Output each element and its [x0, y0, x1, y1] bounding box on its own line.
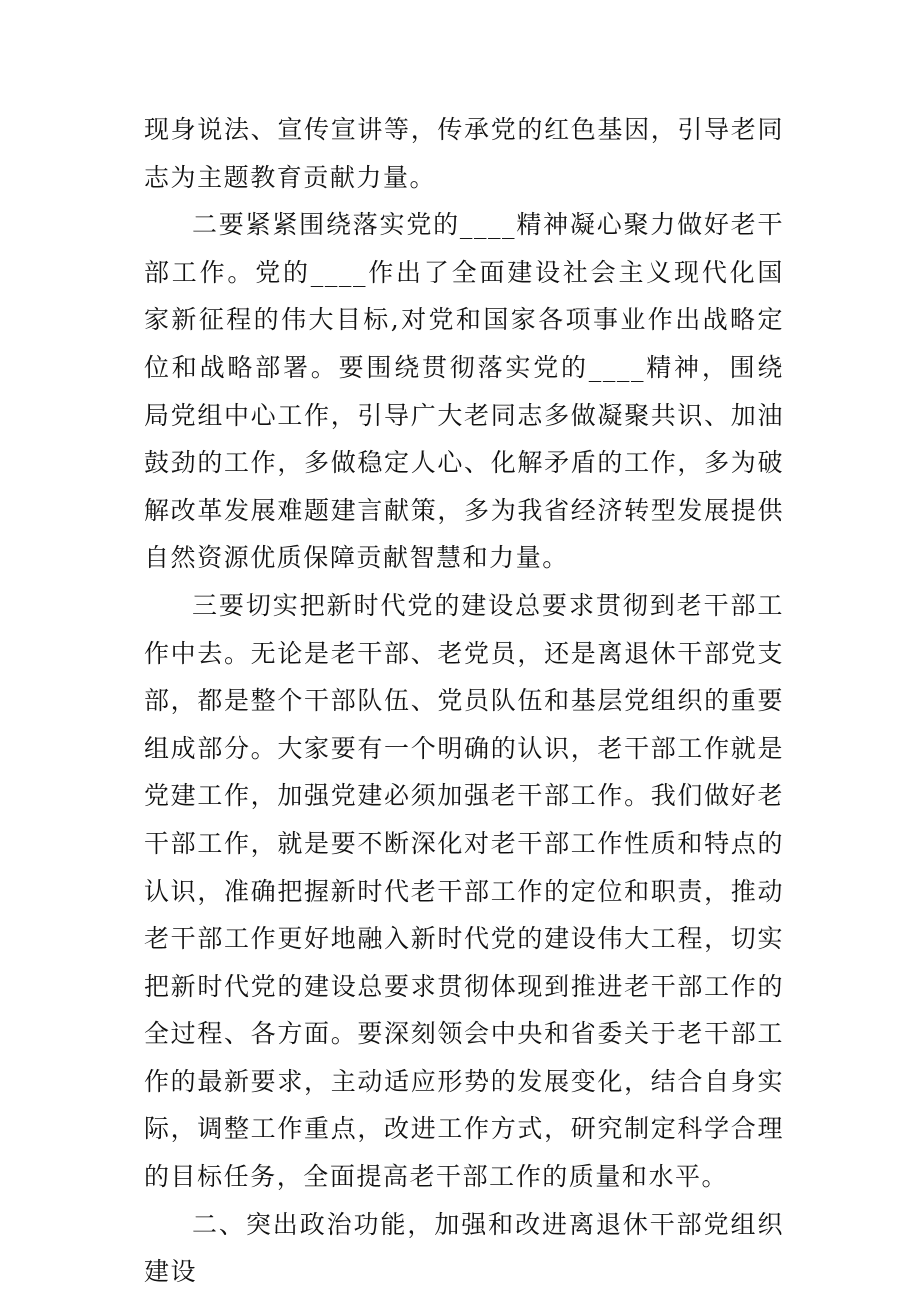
section-heading-two: 二、突出政治功能，加强和改进离退休干部党组织建设 [144, 1209, 784, 1287]
paragraph-point-three: 三要切实把新时代党的建设总要求贯彻到老干部工作中去。无论是老干部、老党员，还是离退休干部党支部，都是整个干部队伍、党员队伍和基层党组织的重要组成部分。大家要有一个明确的认识，老干部工作就是党建工作，加强党建必须加强老干部工作。我们做好老干部工作，就是要不断深化对老干部工作性质和特点的认识，准确把握新时代老干部工作的定位和职责，推动老干部工作更好地融入新时代党的建设伟大工程，切实把新时代党的建设总要求贯彻体现到推进老干部工作的全过程、各方面。要深刻领会中央和省委关于老干部工作的最新要求，主动适应形势的发展变化，结合自身实际，调整工作重点，改进工作方式，研究制定科学合理的目标任务，全面提高老干部工作的质量和水平。 [144, 590, 784, 1192]
paragraph-point-two: 二要紧紧围绕落实党的____精神凝心聚力做好老干部工作。党的____作出了全面建设社会主义现代化国家新征程的伟大目标,对党和国家各项事业作出战略定位和战略部署。要围绕贯彻落实党的____精神，围绕局党组中心工作，引导广大老同志多做凝聚共识、加油鼓劲的工作，多做稳定人心、化解矛盾的工作，多为破解改革发展难题建言献策，多为我省经济转型发展提供自然资源优质保障贡献智慧和力量。 [144, 210, 784, 573]
paragraph-continuation: 现身说法、宣传宣讲等，传承党的红色基因，引导老同志为主题教育贡献力量。 [144, 115, 784, 192]
document-body [144, 106, 784, 1296]
